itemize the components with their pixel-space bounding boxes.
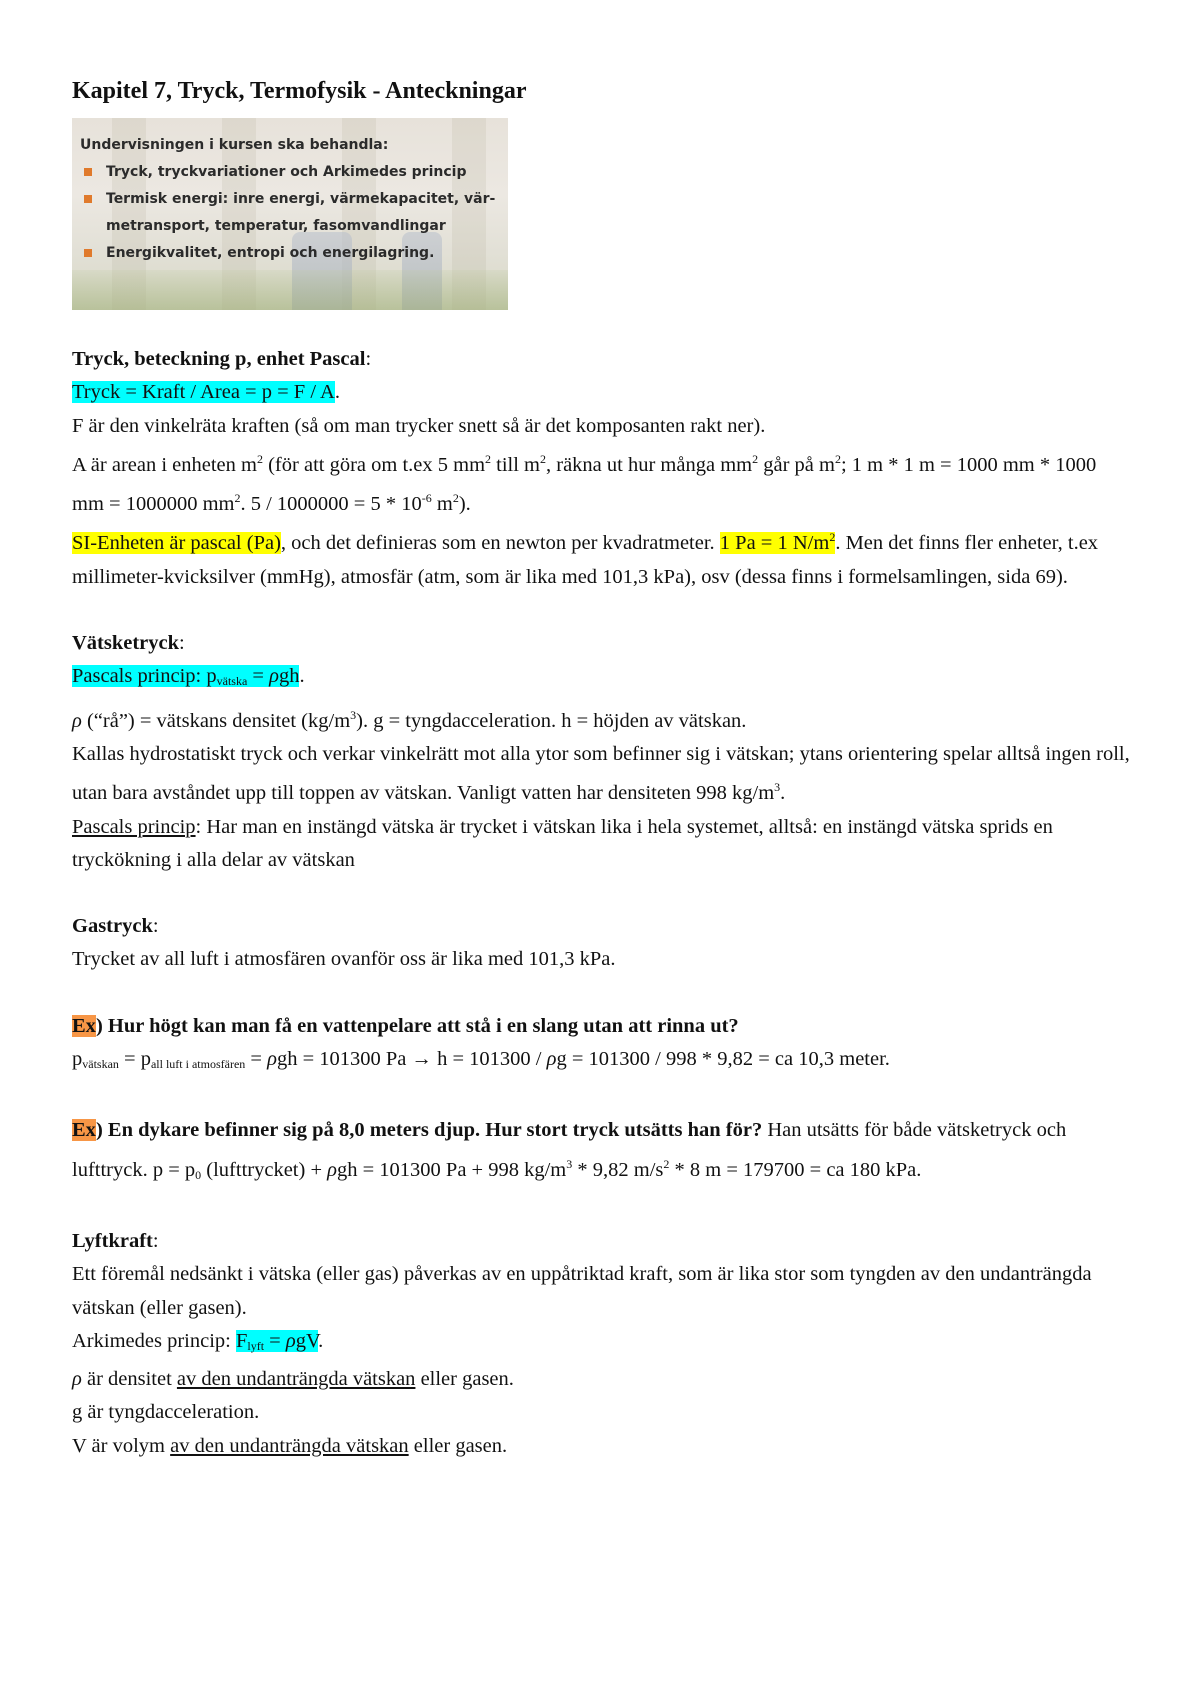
image-list-item: Tryck, tryckvariationer och Arkimedes princip: [80, 159, 502, 186]
hydrostatic-paragraph: Kallas hydrostatiskt tryck och verkar vinkelrätt mot alla ytor som befinner sig i vätskan; ytans orientering spelar alltså ingen roll, utan bara avståndet upp till toppen av vätskan. Vanligt vatten har densiteten 998 $kg/m^3$.: [72, 742, 1130, 805]
rho-definition: ρ är densitet av den undanträngda vätskan eller gasen.: [72, 1368, 514, 1391]
document-page: [72, 70, 1132, 1463]
v-definition: V är volym av den undanträngda vätskan eller gasen.: [72, 1434, 508, 1457]
image-list-item-continuation: metransport, temperatur, fasomvandlingar: [106, 218, 446, 234]
g-definition: g är tyngdacceleration.: [72, 1401, 260, 1424]
gas-pressure-text: Trycket av all luft i atmosfären ovanför oss är lika med 101,3 kPa.: [72, 948, 616, 971]
liquid-pressure-formula: Pascals princip: $p_{vätska} = \rho gh$.: [72, 665, 305, 689]
example-1-question: Ex) Hur högt kan man få en vattenpelare att stå i en slang utan att rinna ut?: [72, 1014, 739, 1037]
section-heading-gastryck: Gastryck:: [72, 915, 159, 938]
si-unit-paragraph: SI-Enheten är pascal (Pa), och det definieras som en newton per kvadratmeter. 1 Pa = 1 $N/m^2$. Men det finns fler enheter, t.ex millimeter-kvicksilver (mmHg), atmosfär (atm, som är lika med 101,3 kPa), osv (dessa finns i formelsamlingen, sida 69).: [72, 530, 1099, 588]
buoyancy-text: Ett föremål nedsänkt i vätska (eller gas) påverkas av en uppåtriktad kraft, som är lika stor som tyngden av den undanträngda vätskan (eller gasen).: [72, 1263, 1092, 1319]
section-heading-vatsketryck: Vätsketryck:: [72, 632, 185, 655]
archimedes-formula: Arkimedes princip: $F_{lyft} = \rho gV$.: [72, 1329, 324, 1353]
section-heading-lyftkraft: Lyftkraft:: [72, 1229, 159, 1252]
orange-square-bullet-icon: [84, 195, 92, 203]
course-goals-image: [72, 118, 508, 310]
example-2: Ex) En dykare befinner sig på 8,0 meters djup. Hur stort tryck utsätts han för? Han utsätts för både vätsketryck och lufttryck. $p = p_0$ (lufttrycket) + ρgh = 101300 Pa + 998 $kg/m^3 * 9,82$ $m/s^2 * 8$ m = 179700 = ca 180 kPa.: [72, 1119, 1067, 1182]
image-heading: Undervisningen i kursen ska behandla:: [80, 137, 389, 153]
orange-square-bullet-icon: [84, 249, 92, 257]
example-1-solution: $p_{vätskan} = p_{all luft i atmosfären} = \rho gh = 101300$ Pa → h = 101300 / ρg = 101300 / 998 * 9,82 = ca 10,3 meter.: [72, 1048, 890, 1072]
density-definition: ρ (“rå”) = vätskans densitet $(kg/m^3)$. g = tyngdacceleration. h = höjden av vätskan.: [72, 707, 747, 732]
image-list-item: Termisk energi: inre energi, värmekapacitet, vär-: [80, 186, 502, 213]
area-definition: A är arean i enheten $m^2$ (för att göra om t.ex 5 $mm^2$ till $m^2$, räkna ut hur många $mm^2$ går på $m^2$; 1 m * 1 m = 1000 mm * 1000 mm = 1000000 $mm^2$. $5 / 1000000 = 5 * 10^{-6}$ $m^2$).: [72, 451, 1097, 516]
force-definition: F är den vinkelräta kraften (så om man trycker snett så är det komposanten rakt ner).: [72, 414, 766, 437]
image-list-item: Energikvalitet, entropi och energilagring.: [80, 240, 502, 267]
page-title: Kapitel 7, Tryck, Termofysik - Anteckningar: [72, 78, 527, 104]
orange-square-bullet-icon: [84, 168, 92, 176]
pascal-principle-paragraph: Pascals princip: Har man en instängd vätska är trycket i vätskan lika i hela systemet, alltså: en instängd vätska sprids en tryckökning i alla delar av vätskan: [72, 815, 1053, 871]
section-heading-tryck: Tryck, beteckning p, enhet Pascal:: [72, 348, 372, 370]
pressure-formula: Tryck = Kraft / Area = p = F / A.: [72, 381, 340, 404]
